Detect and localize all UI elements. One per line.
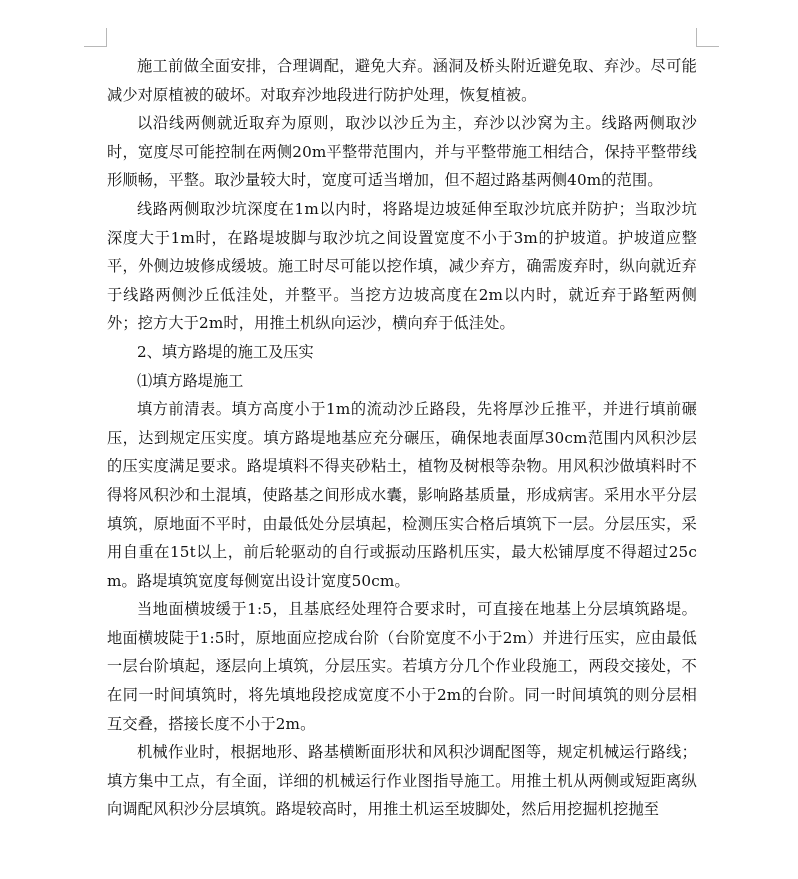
subsection-heading: ⑴填方路堤施工 [137,371,244,390]
document-body [107,52,697,824]
section-heading: 2、填方路堤的施工及压实 [137,342,314,361]
paragraph-5: 当地面横坡缓于1:5，且基底经处理符合要求时，可直接在地基上分层填筑路堤。地面横坡陡于1:5时，原地面应挖成台阶（台阶宽度不小于2m）并进行压实，应由最低一层台阶填起，逐层向上填筑，分层压实。若填方分几个作业段施工，两段交接处，不在同一时间填筑时，将先填地段挖成宽度不小于2m的台阶。同一时间填筑的则分层相互交叠，搭接长度不小于2m。 [107,600,697,733]
crop-mark-top-left [84,28,107,47]
paragraph-4: 填方前清表。填方高度小于1m的流动沙丘路段，先将厚沙丘推平，并进行填前碾压，达到规定压实度。填方路堤地基应充分碾压，确保地表面厚30cm范围内风积沙层的压实度满足要求。路堤填料不得夹砂粘土，植物及树根等杂物。用风积沙做填料时不得将风积沙和土混填，使路基之间形成水囊，影响路基质量，形成病害。采用水平分层填筑，原地面不平时，由最低处分层填起，检测压实合格后填筑下一层。分层压实，采用自重在15t以上，前后轮驱动的自行或振动压路机压实，最大松铺厚度不得超过25cm。路堤填筑宽度每侧宽出设计宽度50cm。 [107,400,697,590]
paragraph-1: 施工前做全面安排，合理调配，避免大弃。涵洞及桥头附近避免取、弃沙。尽可能减少对原植被的破坏。对取弃沙地段进行防护处理，恢复植被。 [107,57,697,104]
paragraph-2: 以沿线两侧就近取弃为原则，取沙以沙丘为主，弃沙以沙窝为主。线路两侧取沙时，宽度尽可能控制在两侧20m平整带范围内，并与平整带施工相结合，保持平整带线形顺畅，平整。取沙量较大时，宽度可适当增加，但不超过路基两侧40m的范围。 [107,114,697,190]
paragraph-3: 线路两侧取沙坑深度在1m以内时，将路堤边坡延伸至取沙坑底并防护；当取沙坑深度大于1m时，在路堤坡脚与取沙坑之间设置宽度不小于3m的护坡道。护坡道应整平，外侧边坡修成缓坡。施工时尽可能以挖作填，减少弃方，确需废弃时，纵向就近弃于线路两侧沙丘低洼处，并整平。当挖方边坡高度在2m以内时，就近弃于路堑两侧外；挖方大于2m时，用推土机纵向运沙，横向弃于低洼处。 [107,199,697,333]
paragraph-6: 机械作业时，根据地形、路基横断面形状和风积沙调配图等，规定机械运行路线；填方集中工点，有全面，详细的机械运行作业图指导施工。用推土机从两侧或短距离纵向调配风积沙分层填筑。路堤较高时，用推土机运至坡脚处，然后用挖掘机挖抛至 [107,743,697,819]
crop-mark-top-right [696,28,719,47]
